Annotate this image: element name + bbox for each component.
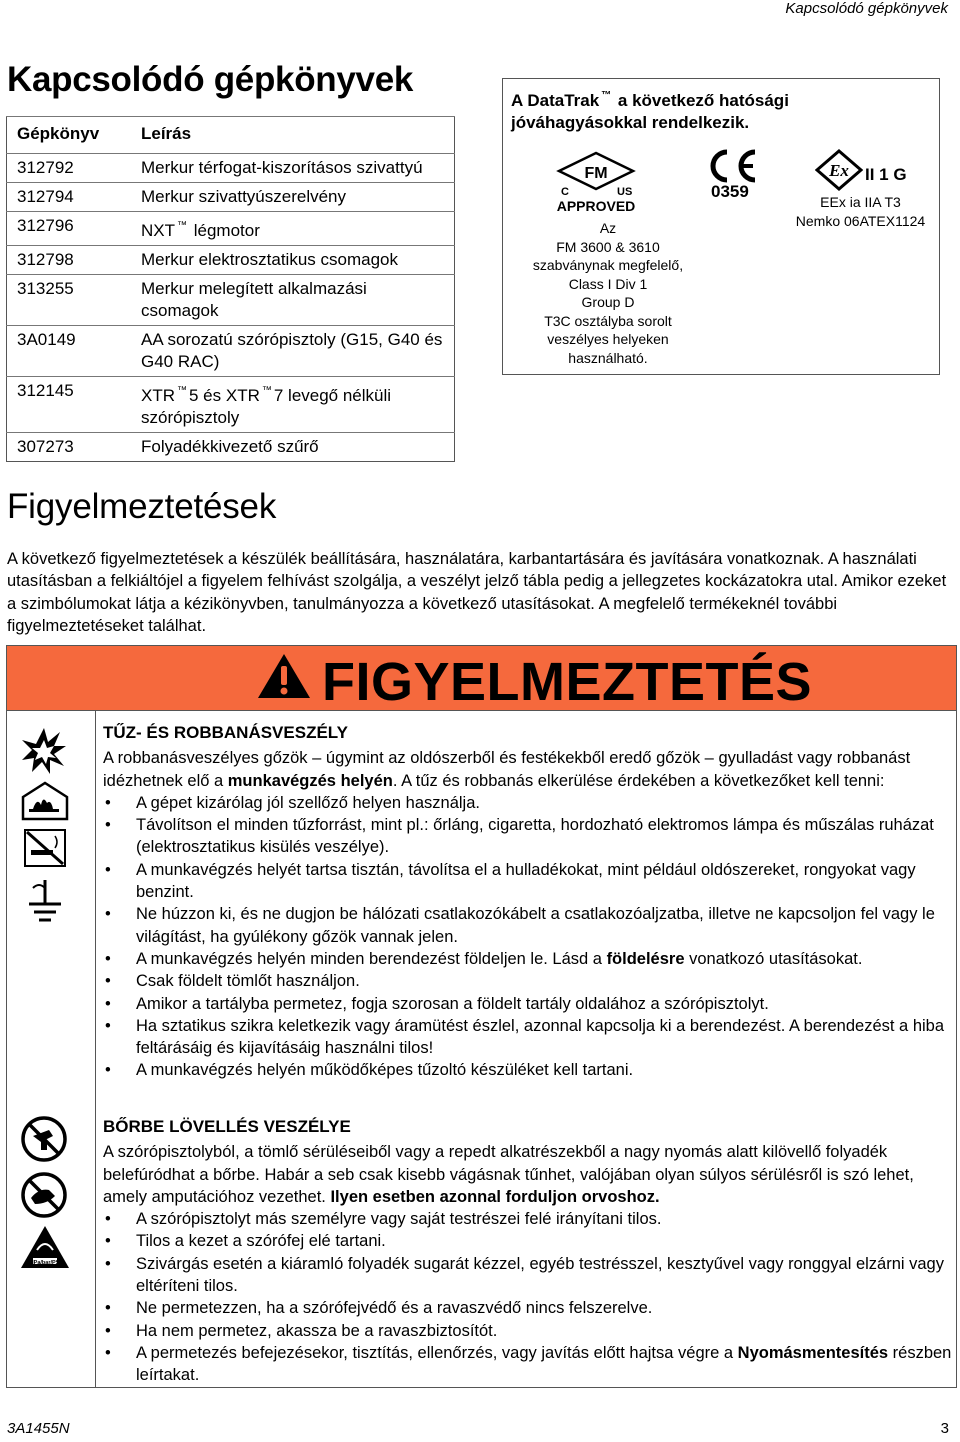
text-run-bold: földelésre: [606, 949, 685, 968]
fm-approved-text: APPROVED: [556, 198, 636, 214]
list-item: • A szórópisztolyt más személyre vagy saját testrészei felé irányítani tilos.: [103, 1208, 953, 1230]
fm-c-text: C: [561, 186, 569, 198]
list-item: • A gépet kizárólag jól szellőző helyen használja.: [103, 792, 953, 814]
fire-house-icon: [19, 779, 71, 821]
list-item: [103, 948, 953, 970]
fm-line: Class I Div 1: [568, 275, 648, 292]
list-item: • Ha nem permetez, akassza be a ravaszbiztosítót.: [103, 1320, 953, 1342]
fm-line: T3C osztályba sorolt: [544, 312, 672, 329]
atex-line: Nemko 06ATEX1124: [795, 213, 926, 229]
skin-intro: [103, 1141, 953, 1208]
fm-us-text: US: [617, 186, 633, 198]
page-title: Kapcsolódó gépkönyvek: [7, 60, 414, 99]
list-item: • A munkavégzés helyén működőképes tűzoltó készüléket kell tartani.: [103, 1059, 953, 1081]
list-item: • Távolítson el minden tűzforrást, mint pl.: őrláng, cigaretta, hordozható elektromos lámpa és műszálas ruházat (elektrosztatikus kisülés veszélye).: [103, 814, 953, 859]
warning-banner-title: FIGYELMEZTETÉS: [322, 652, 813, 712]
list-item: • Tilos a kezet a szórófej elé tartani.: [103, 1230, 953, 1252]
warning-banner: [7, 646, 956, 711]
atex-line: EEx ia IIA T3: [820, 194, 901, 210]
ground-icon: [25, 878, 65, 928]
manual-desc: Merkur szivattyúszerelvény: [131, 183, 455, 212]
page-number: 3: [940, 1420, 949, 1437]
skin-injection-section: [103, 1116, 953, 1387]
manual-code: 312796: [7, 212, 132, 246]
fire-list: [103, 792, 953, 1082]
fm-approved-logo: [551, 149, 641, 217]
fm-line: veszélyes helyeken: [547, 331, 669, 347]
no-smoking-icon: [21, 826, 69, 870]
list-item: [103, 1342, 953, 1387]
table-row: [7, 212, 455, 246]
manual-code: 312792: [7, 154, 132, 183]
desc-part: légmotor: [193, 221, 260, 240]
text-run: . A tűz és robbanás elkerülése érdekében a következőket kell tenni:: [392, 771, 885, 790]
col-header-manual: Gépkönyv: [7, 117, 132, 154]
running-header: Kapcsolódó gépkönyvek: [785, 0, 948, 17]
text-run: A robbanásveszélyes gőzök – úgymint az oldószerből és festékekből eredő gőzök – gyulladást vagy robbanást idézhetnek elő a: [103, 749, 911, 790]
manual-desc: [131, 377, 455, 433]
trademark-mark: ™: [177, 220, 187, 231]
icon-column-divider: [95, 710, 96, 1387]
manual-desc: Merkur melegített alkalmazási csomagok: [131, 275, 455, 326]
table-row: [7, 326, 455, 377]
fire-explosion-section: [103, 722, 953, 1082]
desc-part: 7 levegő nélküli szórópisztoly: [141, 386, 392, 427]
warning-triangle-icon: [255, 651, 313, 701]
list-item: • Ne húzzon ki, és ne dugjon be hálózati csatlakozókábelt a csatlakozóaljzatba, illetve ne kapcsoljon fel vagy le világítást, ha gyúlékony gőzök vannak jelen.: [103, 903, 953, 948]
text-run: részben leírtakat.: [136, 1343, 952, 1385]
approvals-title-part: a következő hatósági: [613, 91, 789, 110]
trademark-mark: ™: [601, 90, 612, 101]
text-run: A permetezés befejezésekor, tisztítás, ellenőrzés, vagy javítás előtt hajtsa végre a: [136, 1343, 738, 1362]
ce-mark-icon: [703, 147, 759, 185]
approvals-title: [511, 85, 789, 134]
manual-code: 312145: [7, 377, 132, 433]
table-row: [7, 154, 455, 183]
ce-number: 0359: [711, 182, 749, 201]
pressure-hazard-icon: [19, 1224, 71, 1270]
table-row: [7, 433, 455, 462]
approvals-title-part: jóváhagyásokkal rendelkezik.: [511, 113, 750, 132]
manual-code: 312794: [7, 183, 132, 212]
approvals-box: [502, 78, 940, 375]
warning-box: [6, 645, 957, 1388]
manual-desc: AA sorozatú szórópisztoly (G15, G40 és G40 RAC): [131, 326, 455, 377]
fm-line: FM 3600 & 3610: [556, 238, 660, 255]
explosion-icon: [20, 726, 68, 776]
list-item: • Szivárgás esetén a kiáramló folyadék sugarát kézzel, egyéb testrésszel, kesztyűvel vagy ronggyal elzárni vagy eltéríteni tilos.: [103, 1253, 953, 1298]
col-header-description: Leírás: [131, 117, 455, 154]
trademark-mark: ™: [177, 385, 187, 396]
skin-section-title: BŐRBE LÖVELLÉS VESZÉLYE: [103, 1117, 351, 1136]
no-spray-hand-icon: [19, 1114, 69, 1164]
list-item: • A munkavégzés helyét tartsa tisztán, távolítsa el a hulladékokat, mint például oldószereket, rongyokat vagy benzint.: [103, 859, 953, 904]
approvals-title-part: A DataTrak: [511, 91, 600, 110]
pressure-label: MPa/bar/PSI: [29, 1260, 61, 1266]
table-row: [7, 377, 455, 433]
trademark-mark: ™: [261, 385, 272, 396]
fire-intro: [103, 747, 953, 792]
manual-code: 3A0149: [7, 326, 132, 377]
manual-desc: Merkur térfogat-kiszorításos szivattyú: [131, 154, 455, 183]
desc-part: XTR: [141, 386, 175, 405]
atex-text: [788, 193, 933, 231]
manual-desc: Folyadékkivezető szűrő: [131, 433, 455, 462]
fm-line: szabványnak megfelelő,: [532, 257, 684, 273]
table-header-row: [7, 117, 455, 154]
desc-part: 5 és XTR: [189, 386, 260, 405]
text-run: A szórópisztolyból, a tömlő sérüléseiből vagy a repedt alkatrészekből a nagy nyomás alatt kilövellő folyadék belefúródhat a bőrbe. Habár a seb csak kisebb vágásnak tűnhet, valójában olyan súlyos sérülésről is szó lehet, amely amputációhoz vezethet.: [103, 1143, 914, 1206]
table-row: [7, 183, 455, 212]
manual-code: 312798: [7, 246, 132, 275]
document-code: 3A1455N: [7, 1420, 70, 1437]
fire-section-title: TŰZ- ÉS ROBBANÁSVESZÉLY: [103, 723, 348, 742]
fm-approval-text: [513, 219, 703, 367]
skin-list: [103, 1208, 953, 1386]
manual-code: 313255: [7, 275, 132, 326]
text-run: vonatkozó utasításokat.: [684, 949, 863, 968]
manuals-table: [6, 116, 455, 462]
manual-desc: [131, 212, 455, 246]
ex-atex-icon: [815, 149, 863, 191]
svg-text:Ex: Ex: [829, 161, 849, 180]
fm-line: használható.: [568, 349, 648, 366]
text-run-bold: Ilyen esetben azonnal forduljon orvoshoz.: [330, 1187, 660, 1206]
desc-part: NXT: [141, 221, 175, 240]
warnings-intro: A következő figyelmeztetések a készülék beállítására, használatára, karbantartására és javítására vonatkoznak. A használati utasításban a felkiáltójel a figyelem felhívást szolgálja, a veszélyt jelző tábla pedig a jellegzetes kockázatokra utal. Amikor ezeket a szimbólumokat látja a kézikönyvben, tanulmányozza a következő utasításokat. A megfelelő termékeknél további figyelmeztetéseket találhat.: [7, 550, 947, 635]
atex-category: II 1 G: [865, 165, 907, 184]
manual-code: 307273: [7, 433, 132, 462]
fm-logo-text: FM: [584, 165, 608, 182]
fm-line: Az: [599, 220, 617, 236]
table-row: [7, 275, 455, 326]
text-run: A munkavégzés helyén minden berendezést földeljen le. Lásd a: [136, 949, 607, 968]
list-item: • Ne permetezzen, ha a szórófejvédő és a ravaszvédő nincs felszerelve.: [103, 1297, 953, 1319]
list-item: • Csak földelt tömlőt használjon.: [103, 970, 953, 992]
warnings-heading: Figyelmeztetések: [7, 487, 277, 526]
text-run-bold: munkavégzés helyén: [227, 771, 393, 790]
fm-line: Group D: [581, 294, 635, 310]
table-row: [7, 246, 455, 275]
list-item: • Amikor a tartályba permetez, fogja szorosan a földelt tartály oldalához a szórópisztolyt.: [103, 993, 953, 1015]
manual-desc: Merkur elektrosztatikus csomagok: [131, 246, 455, 275]
text-run-bold: Nyomásmentesítés: [737, 1343, 889, 1362]
no-touch-nozzle-icon: [19, 1170, 69, 1220]
list-item: • Ha sztatikus szikra keletkezik vagy áramütést észlel, azonnal kapcsolja ki a berendezést. A berendezést a hiba feltárásáig és kijavításáig használni tilos!: [103, 1015, 953, 1060]
